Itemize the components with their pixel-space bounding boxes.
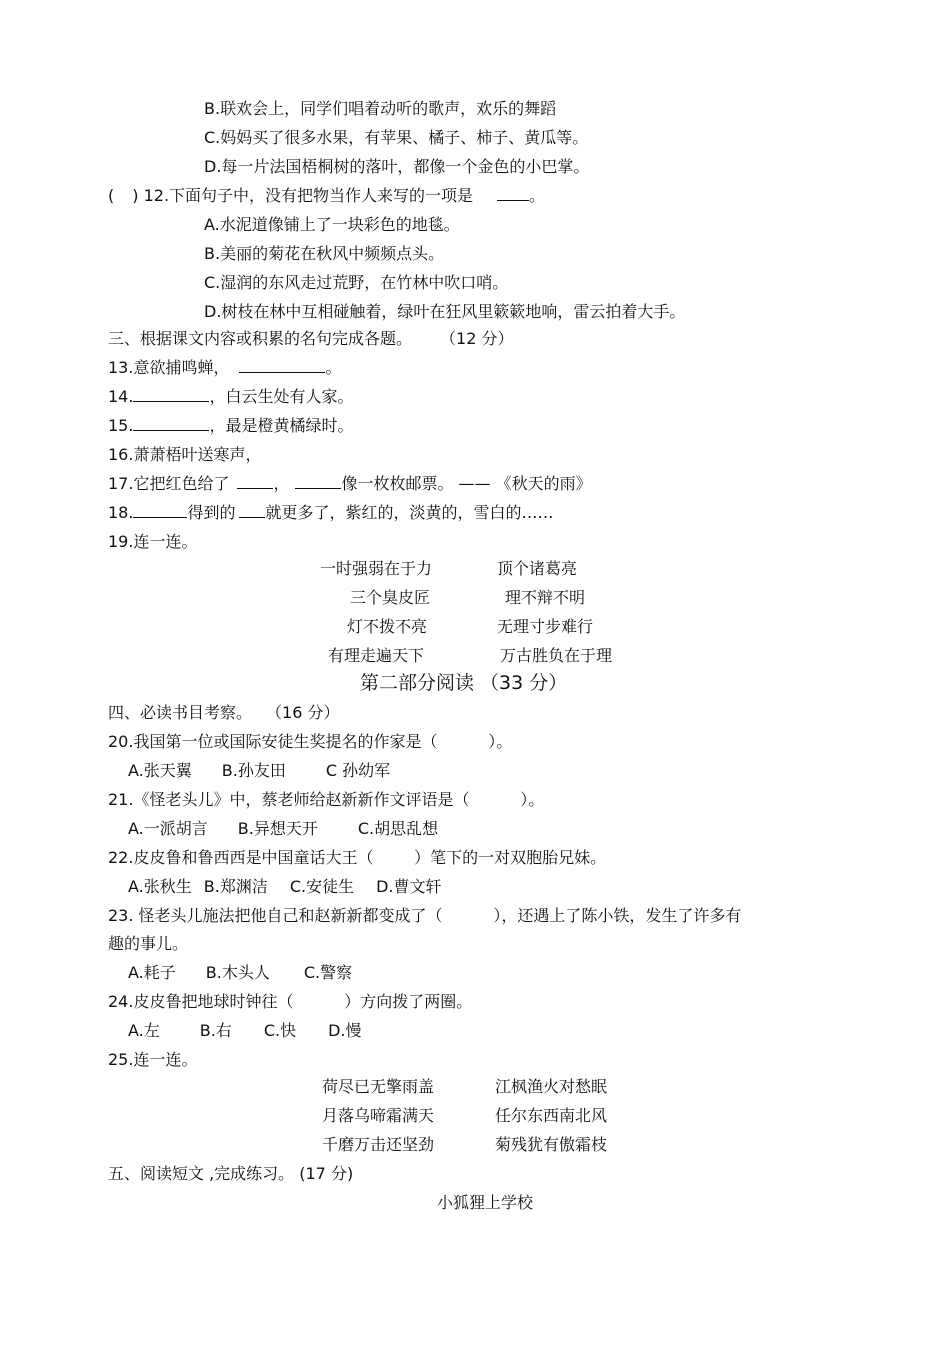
q25-right-item: 任尔东西南北风 bbox=[495, 1106, 608, 1125]
q25-right-item: 菊残犹有傲霜枝 bbox=[495, 1135, 608, 1154]
q23-option: B.木头人 bbox=[205, 963, 270, 982]
q23-option: C.警察 bbox=[303, 963, 353, 982]
q17-text-a: 17.它把红色给了 bbox=[108, 474, 230, 493]
section4-heading: 四、必读书目考察。 bbox=[108, 703, 253, 722]
q18-blank-2 bbox=[239, 503, 265, 518]
q21-option: C.胡思乱想 bbox=[357, 819, 439, 838]
q21-option: B.异想天开 bbox=[237, 819, 318, 838]
q11-option-c: C.妈妈买了很多水果，有苹果、橘子、柿子、黄瓜等。 bbox=[204, 128, 589, 147]
q14 bbox=[108, 387, 353, 407]
q24-option: C.快 bbox=[263, 1021, 297, 1040]
q22-stem: 22.皮皮鲁和鲁西西是中国童话大王（ ）笔下的一对双胞胎兄妹。 bbox=[108, 848, 607, 867]
q22-option: B.郑渊洁 bbox=[203, 877, 268, 896]
q24-option: A.左 bbox=[128, 1021, 160, 1040]
q25-stem: 25.连一连。 bbox=[108, 1050, 198, 1069]
q18-text-c: 就更多了，紫红的，淡黄的，雪白的…… bbox=[265, 503, 554, 522]
q15-text: ，最是橙黄橘绿时。 bbox=[209, 416, 354, 435]
q13-blank bbox=[239, 358, 325, 373]
q25-left-item: 荷尽已无擎雨盖 bbox=[322, 1077, 435, 1096]
section3-heading-line bbox=[108, 329, 513, 349]
q19-left-item: 灯不拨不亮 bbox=[347, 617, 428, 636]
q17-text-c: 像一枚枚邮票。 —— 《秋天的雨》 bbox=[341, 474, 592, 493]
q14-number: 14. bbox=[108, 387, 134, 406]
q20-option: B.孙友田 bbox=[221, 761, 286, 780]
q23-stem-line-1: 23. 怪老头儿施法把他自己和赵新新都变成了（ ），还遇上了陈小铁，发生了许多有 bbox=[108, 906, 742, 925]
q20-stem: 20.我国第一位或国际安徒生奖提名的作家是（ ）。 bbox=[108, 732, 513, 751]
q24-option: D.慢 bbox=[328, 1021, 362, 1040]
q23-option: A.耗子 bbox=[128, 963, 176, 982]
q13-text: 13.意欲捕鸣蝉， bbox=[108, 358, 230, 377]
q24-options bbox=[128, 1021, 362, 1041]
q21-stem: 21.《怪老头儿》中，蔡老师给赵新新作文评语是（ ）。 bbox=[108, 790, 545, 809]
q12-answer-paren-close: ) bbox=[132, 186, 139, 205]
q19-right-item: 无理寸步难行 bbox=[497, 617, 594, 636]
q13-end: 。 bbox=[325, 358, 342, 377]
section4-heading-line bbox=[108, 703, 339, 723]
q12-option-b: B.美丽的菊花在秋风中频频点头。 bbox=[204, 244, 445, 263]
q23-stem-line-2: 趣的事儿。 bbox=[108, 934, 189, 953]
q22-options bbox=[128, 877, 442, 897]
q19-left-item: 有理走遍天下 bbox=[328, 646, 425, 665]
q18 bbox=[108, 503, 553, 523]
q17 bbox=[108, 474, 592, 494]
q21-options bbox=[128, 819, 438, 839]
q18-blank-1 bbox=[133, 503, 187, 518]
q12-option-a: A.水泥道像铺上了一块彩色的地毯。 bbox=[204, 215, 460, 234]
q25-right-item: 江枫渔火对愁眠 bbox=[495, 1077, 608, 1096]
q12-stem-line bbox=[108, 186, 545, 206]
q13 bbox=[108, 358, 341, 378]
section3-heading: 三、根据课文内容或积累的名句完成各题。 bbox=[108, 329, 413, 348]
q23-options bbox=[128, 963, 352, 983]
q19-right-item: 顶个诸葛亮 bbox=[497, 559, 578, 578]
q12-blank bbox=[497, 186, 529, 201]
q19-right-item: 万古胜负在于理 bbox=[500, 646, 613, 665]
q18-number: 18. bbox=[108, 503, 134, 522]
q20-options bbox=[128, 761, 390, 781]
q24-stem: 24.皮皮鲁把地球时钟往（ ）方向拨了两圈。 bbox=[108, 992, 473, 1011]
q14-blank bbox=[133, 387, 209, 402]
q12-option-c: C.湿润的东风走过荒野，在竹林中吹口哨。 bbox=[204, 273, 509, 292]
q20-option: A.张天翼 bbox=[128, 761, 192, 780]
q25-left-item: 千磨万击还坚劲 bbox=[322, 1135, 435, 1154]
q15-blank bbox=[133, 416, 209, 431]
q15 bbox=[108, 416, 353, 436]
story-title: 小狐狸上学校 bbox=[437, 1193, 534, 1212]
section3-score: （12 分） bbox=[440, 329, 514, 348]
q11-option-b: B.联欢会上，同学们唱着动听的歌声，欢乐的舞蹈 bbox=[204, 99, 557, 118]
q19-stem: 19.连一连。 bbox=[108, 532, 198, 551]
q15-number: 15. bbox=[108, 416, 134, 435]
q17-blank-1 bbox=[237, 474, 273, 489]
q20-option: C 孙幼军 bbox=[325, 761, 391, 780]
part2-title: 第二部分阅读 （33 分） bbox=[360, 672, 568, 694]
section5-heading: 五、阅读短文 ,完成练习。 (17 分) bbox=[108, 1164, 354, 1183]
q17-blank-2 bbox=[295, 474, 341, 489]
q19-left-item: 三个臭皮匠 bbox=[350, 588, 431, 607]
q25-left-item: 月落乌啼霜满天 bbox=[322, 1106, 435, 1125]
q22-option: D.曹文轩 bbox=[376, 877, 442, 896]
q17-comma: ， bbox=[273, 474, 290, 493]
q19-left-item: 一时强弱在于力 bbox=[320, 559, 433, 578]
q22-option: A.张秋生 bbox=[128, 877, 192, 896]
q22-option: C.安徒生 bbox=[289, 877, 355, 896]
section4-score: （16 分） bbox=[266, 703, 340, 722]
q19-right-item: 理不辩不明 bbox=[505, 588, 586, 607]
q12-end: 。 bbox=[529, 186, 546, 205]
q21-option: A.一派胡言 bbox=[128, 819, 208, 838]
q12-option-d: D.树枝在林中互相碰触着，绿叶在狂风里簌簌地响，雷云拍着大手。 bbox=[204, 302, 686, 321]
q12-answer-paren-open: ( bbox=[108, 186, 115, 205]
q11-option-d: D.每一片法国梧桐树的落叶，都像一个金色的小巴掌。 bbox=[204, 157, 590, 176]
q24-option: B.右 bbox=[199, 1021, 232, 1040]
q16: 16.萧萧梧叶送寒声， bbox=[108, 445, 262, 464]
q12-stem: 12.下面句子中，没有把物当作人来写的一项是 bbox=[143, 186, 474, 205]
q18-text-b: 得到的 bbox=[187, 503, 236, 522]
q14-text: ，白云生处有人家。 bbox=[209, 387, 354, 406]
